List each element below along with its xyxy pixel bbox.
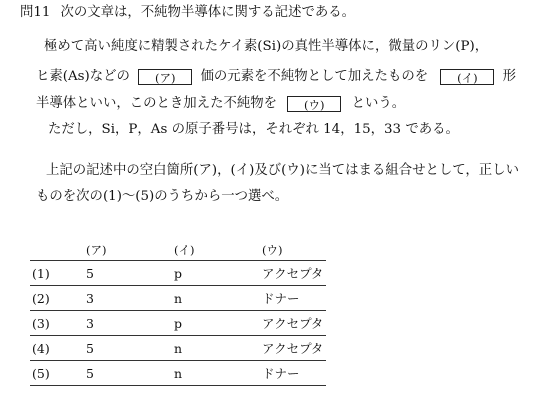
- table-row: [30, 261, 326, 286]
- table-header-cell: (ウ): [262, 243, 283, 257]
- text-segment: 形: [502, 69, 517, 84]
- table-cell: n: [146, 336, 250, 361]
- table-cell: ドナー: [250, 361, 326, 386]
- table-cell: 5: [76, 336, 146, 361]
- blank-box-a: (ア): [138, 69, 192, 85]
- table-cell: (5): [30, 361, 76, 386]
- text-segment: ヒ素(As)などの: [36, 69, 130, 84]
- table-header-cell: (ア): [86, 243, 107, 257]
- text-segment: 半導体といい，このとき加えた不純物を: [36, 96, 278, 111]
- table-header-row: [30, 240, 326, 261]
- table-row: [30, 336, 326, 361]
- table-row: [30, 311, 326, 336]
- answer-table: [30, 240, 326, 386]
- paragraph-line-5: 上記の記述中の空白箇所(ア)，(イ)及び(ウ)に当てはまる組合せとして，正しい: [46, 163, 519, 178]
- paragraph-line-1: 極めて高い純度に精製されたケイ素(Si)の真性半導体に，微量のリン(P)，: [44, 39, 489, 54]
- table-cell: p: [146, 261, 250, 286]
- paragraph-line-6: ものを次の(1)～(5)のうちから一つ選べ。: [36, 189, 289, 204]
- text-segment: という。: [351, 96, 406, 111]
- table-cell: 5: [76, 361, 146, 386]
- table-row: [30, 361, 326, 386]
- table-header-cell: [30, 240, 76, 261]
- table-cell: 3: [76, 311, 146, 336]
- question-number: 問11: [20, 5, 51, 20]
- paragraph-line-2: [36, 67, 516, 87]
- table-cell: アクセプタ: [250, 336, 326, 361]
- paragraph-line-3: [36, 94, 405, 114]
- table-cell: (2): [30, 286, 76, 311]
- table-cell: n: [146, 286, 250, 311]
- table-cell: n: [146, 361, 250, 386]
- question-title-line: [20, 3, 355, 23]
- table-cell: 3: [76, 286, 146, 311]
- table-cell: (4): [30, 336, 76, 361]
- table-cell: アクセプタ: [250, 261, 326, 286]
- table-cell: p: [146, 311, 250, 336]
- table-cell: 5: [76, 261, 146, 286]
- paragraph-line-4: ただし，Si，P，As の原子番号は，それぞれ 14，15，33 である。: [48, 122, 459, 137]
- table-cell: アクセプタ: [250, 311, 326, 336]
- table-cell: (1): [30, 261, 76, 286]
- table-header-cell: (イ): [174, 243, 195, 257]
- text-segment: 価の元素を不純物として加えたものを: [200, 69, 429, 84]
- blank-box-u: (ウ): [287, 96, 341, 112]
- table-cell: ドナー: [250, 286, 326, 311]
- table-cell: (3): [30, 311, 76, 336]
- blank-box-i: (イ): [440, 69, 494, 85]
- question-intro: 次の文章は，不純物半導体に関する記述である。: [60, 5, 356, 20]
- table-row: [30, 286, 326, 311]
